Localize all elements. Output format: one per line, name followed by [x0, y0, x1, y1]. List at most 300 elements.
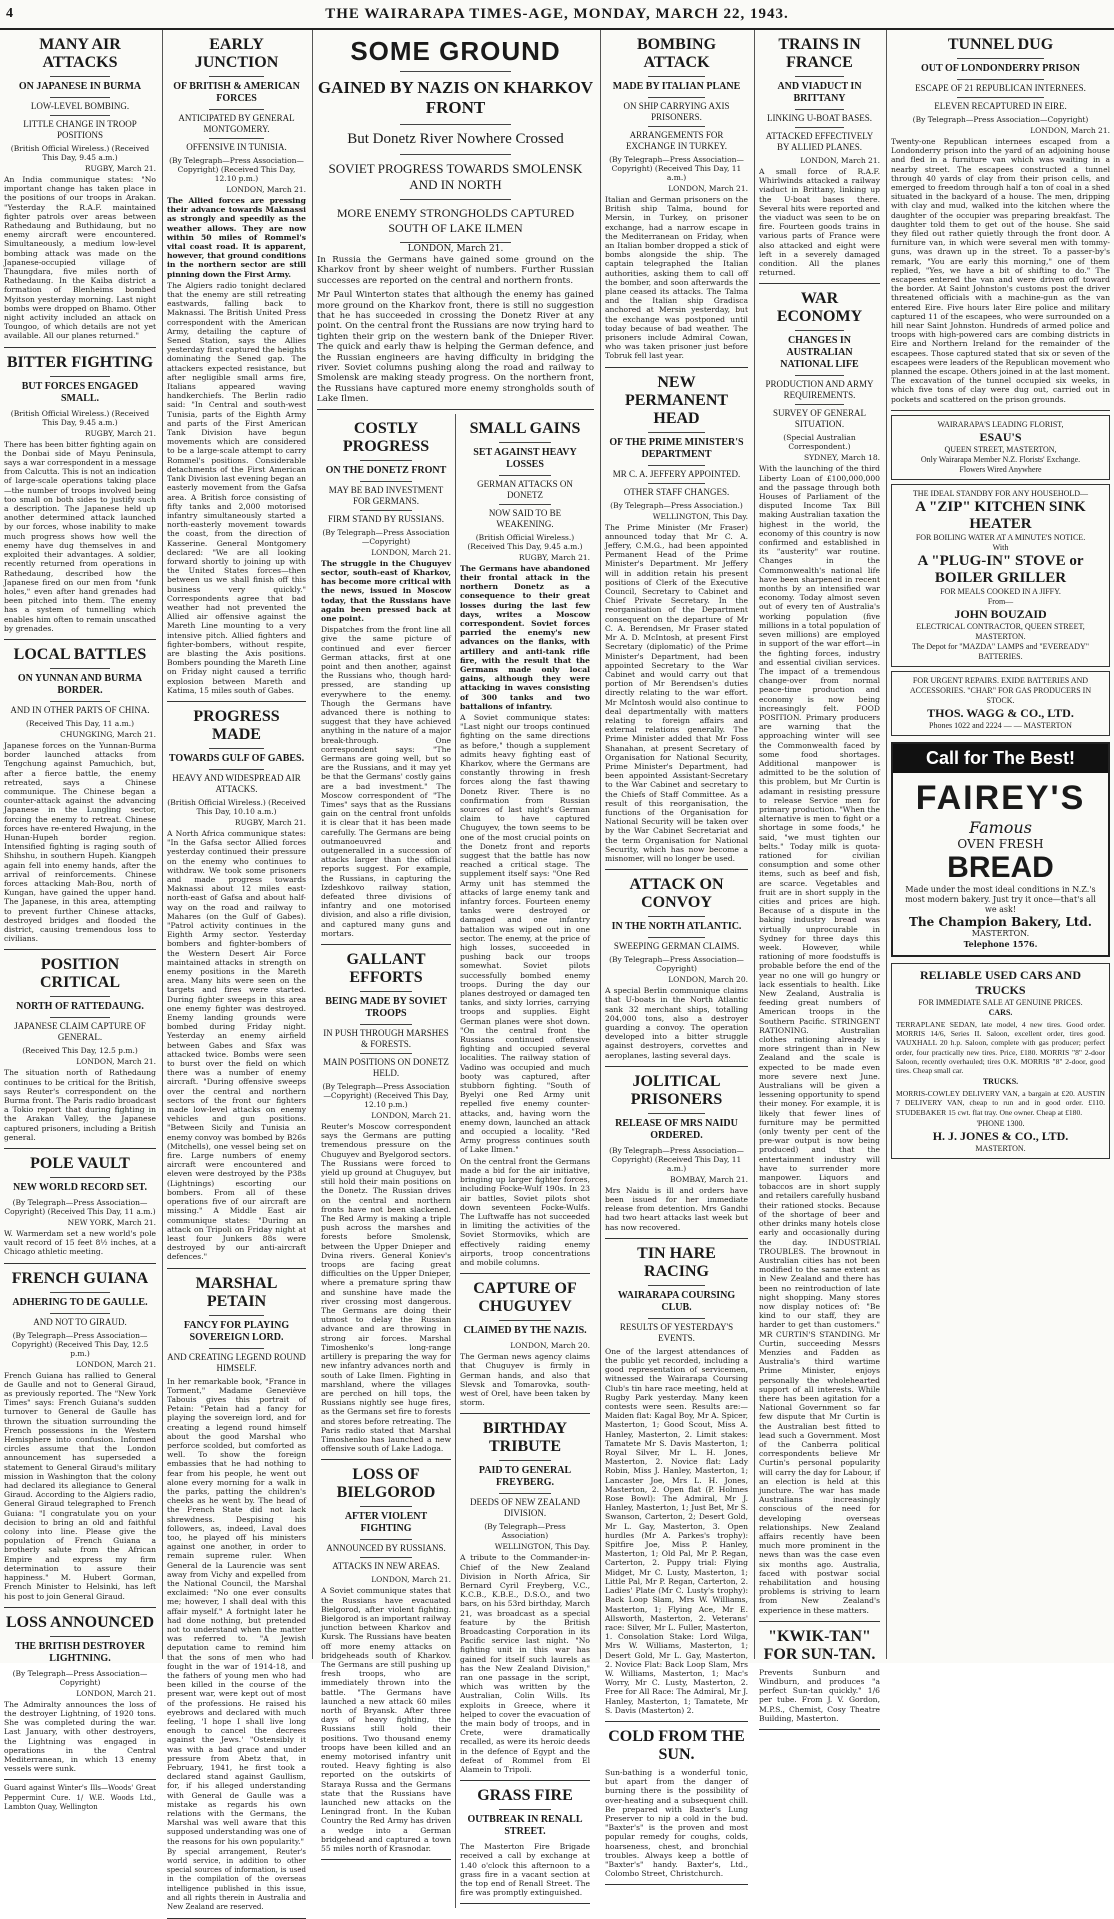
article-dateline: BOMBAY, March 21.	[670, 1174, 748, 1184]
article-lead: The Germans have abandoned their frontal attack in the northern Donetz as a consequence to their great losses during the last few days, writes a Moscow correspondent. Soviet forces parried the enemy's new advances on the flanks, with artillery and anti-tank rifle fire, with the result that the Germans made only local gains, although they were attacking in waves consisting of 300 tanks and two battalions of infantry.	[460, 563, 590, 711]
rule	[50, 97, 111, 98]
zip-address: ELECTRICAL CONTRACTOR, QUEEN STREET, MASTERTON.	[916, 621, 1085, 641]
article-headline: PROGRESS MADE	[193, 707, 280, 743]
rule	[50, 668, 111, 669]
article-subheadline-3: SURVEY OF GENERAL SITUATION.	[773, 408, 866, 430]
article-body: Prevents Sunburn and Windburn, and produces "a perfect Sun-tan quickly." 1/6 per tube. From J. V. Gordon, M.P.S., Chemist, Cosy Theatre Building, Masterton.	[759, 1667, 880, 1723]
rule	[209, 769, 265, 770]
rule	[957, 58, 1045, 59]
rule	[360, 1024, 412, 1025]
article-dateline: RUGBY, March 21.	[234, 817, 306, 827]
lead-subheadline: But Donetz River Nowhere Crossed	[347, 131, 564, 147]
article-dateline: LONDON, March 21.	[1030, 126, 1110, 135]
col4-article	[605, 1245, 748, 1722]
article-body: Twenty-one Republican internees escaped from a Londonderry prison into the yard of an adjoining house and fled in a furniture van which was waiting in a nearby street. The escapees constructed a tunnel through 40 yards of clay from their prison cells, and emerged to freedom through half a ton of coal in a shed situated in the backyard of a house. The men, dripping with clay and mud, walked into the kitchen where the daughter of the occupier was preparing breakfast. The daughter told them to get out of the house. She said they filed out rather quietly through the front door. A furniture van, in which were several men with tommy-guns, was drawn up in the street. To a passer-by's remark, "You are early this morning," one of them replied, "Yes, we have a bit of shifting to do." The escapees entered the van and were driven off toward the border. At Saint Johnston's customs post the driver threatened officials with a machine-gun as the van entered Eire. Five hours later Eire police and military captured 11 of the escapees, who were surrounded on a hill near Saint Johnston. Hundreds of armed police and troops with high-powered cars are combing districts in Eire and Northern Ireland for the remainder of the escapees. Those captured stated that six or seven of the escapees were leaders of the Republican movement who planned the escape. Others joined in at the last moment. The excavation of the tunnel occupied six weeks, in which five tons of clay were dug out, carried out in pockets and scattered on the prison grounds.	[891, 137, 1110, 404]
used-cars-ad	[891, 963, 1110, 1159]
article-dateline: LONDON, March 21.	[76, 1688, 156, 1698]
fairey-famous: Famous	[969, 817, 1032, 837]
article-credit: (By Telegraph—Press Association—Copyright) (Received This Day, 11 a.m.)	[609, 155, 744, 182]
article-dateline: LONDON, March 21.	[371, 1111, 451, 1121]
article-body-2: On the central front the Germans made a bid for the air initiative, bringing up larger fighter forces, including Focke-Wulf 190s. In 23 air battles, Soviet pilots shot down seventeen Focke-Wulfs. The Luftwaffe has not succeeded in limiting the activities of the Soviet Stormoviks, which are effectively raiding enemy airports, troop concentrations and mobile columns.	[460, 1156, 590, 1267]
article-dateline: LONDON, March 21.	[371, 547, 451, 557]
article-body: The Admiralty announces the loss of the destroyer Lightning, of 1920 tons. She was completed during the war. Last January, with other destroyers, the Lightning was engaged in operations in the Central Mediterranean, in which 13 enemy vessels were sunk.	[4, 1699, 156, 1774]
rule	[648, 1285, 705, 1286]
col1-article	[4, 354, 156, 640]
fairey-bread: BREAD	[947, 850, 1054, 884]
article-subheadline: AFTER VIOLENT FIGHTING	[344, 1511, 428, 1535]
col3a-article	[321, 951, 451, 1460]
col1-article	[4, 1614, 156, 1781]
article-body: Mrs Naidu is ill and orders have been issued for her immediate release from detention. Mrs Gandhi had two heart attacks last week but has now recovered.	[605, 1185, 748, 1232]
article-dateline: NEW YORK, March 21.	[67, 1218, 156, 1228]
rule	[360, 1506, 412, 1507]
lead-body-1: In Russia the Germans have gained some ground on the Kharkov front by sheer weight of numbers. Further Russian successes are reported on the central and northern fronts.	[317, 255, 594, 286]
article-body: A Soviet communique states that the Russians have evacuated Bielgorod, after violent fighting. Bielgorod is an important railway junction between Kharkov and Kursk. The Russians have beaten off more enemy attacks on bridgeheads south of Kharkov. The Germans are still pushing up fresh troops, who are immediately thrown into the battle. "The Germans have launched a new attack 60 miles north of Bryansk. After three days of heavy fighting, the Russians still hold their positions. Two thousand enemy troops have been killed and an enemy motorised infantry unit routed. Heavy fighting is also reported on the outskirts of Staraya Russa and the Germans state that the Russians have launched new attacks on the Leningrad front. In the Kuban Country the Red Army has driven a wedge into a German bridgehead and captured a town 55 miles north of Krasnodar.	[321, 1586, 451, 1854]
rule	[209, 1315, 265, 1316]
article-body: W. Warmerdam set a new world's pole vault record of 15 feet 8½ inches, at a Chicago athletic meeting.	[4, 1229, 156, 1257]
rule	[957, 97, 1045, 98]
article-credit: (British Official Wireless.) (Received This Day, 9.45 a.m.)	[467, 532, 583, 551]
article-subheadline: PAID TO GENERAL FREYBERG.	[478, 1465, 572, 1489]
col4-article	[605, 876, 748, 1067]
article-headline: MARSHAL PETAIN	[195, 1274, 278, 1310]
article-body: A tribute to the Commander-in-Chief of the New Zealand Division in North Africa, Sir Bernard Cyril Freyberg, V.C., K.C.B., K.B.E., D.S.O., and two bars, on his 53rd birthday, March 21, was broadcast as a special feature by the British Broadcasting Corporation in its Pacific service last night. "No fighting unit in this war has gained for itself such laurels as has the New Zealand Division," ran one passage in the script, which was written by the Australian, Colin Wills. Its exploits in Greece, where it helped to cover the evacuation of the main body of troops, and in Crete, were dramatically recalled, as were its heroic deeds in the defence of Egypt and the defeat of Rommel from El Alamein to Tripoli.	[460, 1553, 590, 1775]
article-subheadline: TOWARDS GULF OF GABES.	[168, 752, 305, 764]
florist-address: QUEEN STREET, MASTERTON,	[944, 444, 1057, 454]
column-4	[600, 30, 752, 1879]
article-headline: NEW PERMANENT HEAD	[624, 373, 729, 427]
lead-story-area	[312, 30, 598, 1898]
article-headline: LOSS OF BIELGOROD	[336, 1466, 436, 1502]
article-headline: TRAINS IN FRANCE	[778, 36, 861, 71]
florist-line-1: WAIRARAPA'S LEADING FLORIST,	[937, 419, 1064, 429]
zip-line-4: With	[992, 542, 1009, 552]
fairey-town: MASTERTON.	[971, 928, 1030, 938]
column-6	[886, 30, 1114, 1659]
article-dateline: LONDON, March 21.	[371, 1575, 451, 1585]
article-dateline: LONDON, March 20.	[668, 975, 748, 985]
lead-story	[317, 36, 594, 410]
cars-firm: H. J. JONES & CO., LTD.	[932, 1128, 1069, 1143]
article-headline: CAPTURE OF CHUGUYEV	[473, 1280, 577, 1316]
article-subheadline-2: MR C. A. JEFFERY APPOINTED.	[612, 468, 741, 479]
rule	[50, 1313, 111, 1314]
article-subheadline-2: GERMAN ATTACKS ON DONETZ	[477, 478, 573, 500]
col5-article	[759, 36, 880, 284]
article-body: Sun-bathing is a wonderful tonic, but apart from the danger of burning there is the possibility of over-heating and a subsequent chill. Be prepared with Baxter's Lung Preserver to nip a cold in the bud. "Baxter's" is the proven and most popular remedy for coughs, colds, hoarseness, chest, and bronchial troubles. Always keep a bottle of "Baxter's" handy. Baxter's, Ltd., Colombo Street, Christchurch.	[605, 1767, 748, 1879]
article-headline: COLD FROM THE SUN.	[608, 1727, 745, 1763]
article-subheadline-2: SWEEPING GERMAN CLAIMS.	[613, 941, 740, 952]
article-headline: WAR ECONOMY	[776, 290, 863, 326]
article-body: Dispatches from the front line all give the same picture of continued and ever fiercer German attacks, first at one point and then another, against the Russians who, though hard-pressed, are standing up everywhere to the enemy. Though the Germans have advanced there is nothing to suggest that they have achieved anything in the nature of a major break-through. One correspondent says: "The Germans are going well, but so are the Russians, and it may yet be that the Germans' costly gains are a bad investment." The Moscow correspondent of "The Times" says that as the Russians gain on the central front unfolds it is clear that it has been made carefully. The Germans are being outmanoeuvred and outgeneralled in a succession of attacks larger than the official reports suggest. For example, the Russians, in capturing the Izdeshkovo railway station, defeated three divisions of infantry and one motorised division, and also a rifle division, and captured many guns and mortars.	[321, 625, 451, 938]
col3b-article	[460, 1280, 590, 1414]
article-credit: (By Telegraph—Press Association—Copyright)	[609, 955, 744, 974]
article-credit: (By Telegraph—Press Association)	[484, 1522, 566, 1541]
rule	[50, 376, 111, 377]
article-body: French Guiana has rallied to General de Gaulle and not to General Giraud, as previously reported. The "New York Times" says: French Guiana's sudden turnover to General de Gaulle has thrown the situation surrounding the French possessions in the Western Hemisphere into confusion. Informed circles assume that the London announcement has superseded a statement to General Giraud's military mission in Washington that the colony had declared its allegiance to General Giraud. According to the Algiers radio, General Giraud telegraphed to French Guiana: "I congratulate you on your decision to bring an old and faithful colony into line. Please give the population of French Guiana a brotherly salute from the African Empire and express my firm determination to assure their happiness." M. Hubert Gorman, French Minister to Helsinki, has left his post to join General Giraud.	[4, 1370, 156, 1601]
article-subheadline: ON THE DONETZ FRONT	[325, 464, 447, 476]
article-dateline: CHUNGKING, March 21.	[60, 729, 156, 739]
article-subheadline-2: HEAVY AND WIDESPREAD AIR ATTACKS.	[172, 772, 301, 794]
page-number: 4	[6, 6, 13, 21]
article-credit: (By Telegraph—Press Association—Copyright)	[912, 115, 1089, 124]
article-body: A small force of R.A.F. Whirlwinds attacked a railway viaduct in Brittany, linking up the U-boat bases there. Several hits were reported and the viaduct was seen to be on fire. Fourteen goods trains in various parts of France were also attacked and eight were left in a severely damaged condition. All the planes returned.	[759, 167, 880, 278]
article-subheadline: FANCY FOR PLAYING SOVEREIGN LORD.	[183, 1319, 290, 1343]
article-headline: BITTER FIGHTING	[6, 353, 154, 371]
article-dateline: RUGBY, March 21.	[84, 428, 156, 438]
lead-body-2: Mr Paul Winterton states that although the enemy has gained more ground on the Kharkov front, there is still no suggestion that he has succeeded in crossing the Donetz River at any point. On the central front the Russians are now trying hard to tighten their grip on the western bank of the Dnieper River. The quick and early thaw is helping the German defence, and the Russian engineers are having difficulty in bridging the river. Soviet columns pushing along the road and railway to Smolensk are making steady progress. On the northern front, the Russians have captured more enemy strongholds south of Lake Ilmen.	[317, 290, 594, 405]
col5-article	[759, 1628, 880, 1730]
rule	[648, 916, 705, 917]
article-lead: The struggle in the Chuguyev sector, south-east of Kharkov, has become more critical with the news, issued in Moscow today, that the Russians have again been pressed back at one point.	[321, 558, 451, 623]
article-dateline: RUGBY, March 21.	[84, 164, 156, 173]
cars-phone: 'PHONE 1300.	[976, 1118, 1025, 1128]
rule	[50, 701, 111, 702]
article-subheadline: OUT OF LONDONDERRY PRISON	[920, 63, 1080, 74]
rule	[648, 97, 705, 98]
rule	[360, 991, 412, 992]
article-headline: SMALL GAINS	[469, 419, 581, 437]
article-dateline: RUGBY, March 21.	[518, 552, 590, 562]
article-credit: (Received This Day, 11 a.m.)	[25, 718, 135, 728]
article-subheadline-2: LINKING U-BOAT BASES.	[766, 113, 873, 123]
col3a-article	[321, 1466, 451, 1860]
article-subheadline: MADE BY ITALIAN PLANE	[612, 81, 741, 92]
article-headline: MANY AIR ATTACKS	[39, 36, 121, 71]
rule	[499, 1809, 551, 1810]
article-subheadline: ON JAPANESE IN BURMA	[18, 81, 142, 92]
article-subheadline-3: OTHER STAFF CHANGES.	[623, 486, 730, 497]
article-subheadline-2: ANTICIPATED BY GENERAL MONTGOMERY.	[178, 113, 295, 134]
rule	[50, 996, 111, 997]
column-3b	[455, 414, 594, 1909]
article-credit: (British Official Wireless.) (Received This Day, 9.45 a.m.)	[10, 408, 150, 427]
article-dateline: WELLINGTON, This Day.	[652, 511, 748, 521]
trucks-heading: TRUCKS.	[982, 1077, 1019, 1087]
masthead	[0, 0, 1114, 30]
rule	[795, 127, 843, 128]
article-headline: TIN HARE RACING	[637, 1244, 716, 1280]
rule	[499, 504, 551, 505]
rule	[50, 76, 111, 77]
article-subheadline: RELEASE OF MRS NAIDU ORDERED.	[615, 1117, 738, 1141]
col4-article	[605, 36, 748, 368]
florist-wired: Flowers Wired Anywhere	[959, 464, 1042, 474]
zip-line-7: From—	[987, 596, 1014, 606]
column-1	[0, 30, 160, 1811]
article-subheadline-2: JAPANESE CLAIM CAPTURE OF GENERAL.	[14, 1021, 146, 1043]
article-dateline: WELLINGTON, This Day.	[494, 1542, 590, 1552]
fairey-brand: FAIREY'S	[915, 778, 1086, 817]
article-subheadline: IN THE NORTH ATLANTIC.	[611, 921, 742, 933]
article-dateline: LONDON, March 21.	[76, 1359, 156, 1369]
col6-article	[891, 36, 1110, 411]
cars-town: MASTERTON.	[975, 1143, 1026, 1153]
zip-product: A "ZIP" KITCHEN SINK HEATER	[915, 498, 1086, 532]
article-subheadline: THE BRITISH DESTROYER LIGHTNING.	[14, 1640, 146, 1664]
rule	[795, 375, 843, 376]
article-credit: (By Telegraph—Press Association—Copyright)	[322, 527, 450, 546]
article-subheadline: AND VIADUCT IN BRITTANY	[777, 81, 862, 104]
article-credit: (British Official Wireless.) (Received This Day, 10.10 a.m.)	[167, 797, 306, 816]
rule	[648, 465, 705, 466]
article-body: An India communique states: "No important change has taken place in the positions of our troops in Arakan. "Yesterday the R.A.F. maintained fighter patrols over areas between Rathedaung and Buthidaung, but no enemy aircraft were encountered. Simultaneously, a medium low-level bombing attack was made on the Japanese-occupied village of Thaungdara, five miles north of Rathedaung. In the Kaiba district a formation of Blenheims bombed Myitson yesterday morning. Last night bombs were dropped on Bhamo. Other night activity included an attack on Toungoo, of which details are not yet available. All our planes returned."	[4, 175, 156, 341]
col2-article	[167, 708, 306, 1269]
article-dateline: LONDON, March 21.	[668, 184, 748, 193]
article-subheadline-2: AND CREATING LEGEND ROUND HIMSELF.	[167, 1351, 306, 1373]
article-headline: GALLANT EFFORTS	[346, 951, 426, 987]
rule	[499, 1320, 551, 1321]
article-dateline: LONDON, March 21.	[800, 156, 880, 165]
article-subheadline: SET AGAINST HEAVY LOSSES	[473, 446, 577, 470]
article-headline: LOSS ANNOUNCED	[5, 1613, 155, 1631]
col1-article	[4, 1270, 156, 1608]
article-headline: FRENCH GUIANA	[11, 1269, 149, 1287]
article-credit: (By Telegraph—Press Association—Copyright) (Received This Day, 11 a.m.)	[4, 1198, 156, 1217]
rule	[499, 1493, 551, 1494]
florist-ad	[891, 415, 1110, 480]
article-subheadline-3: OFFENSIVE IN TUNISIA.	[186, 142, 287, 152]
article-headline: EARLY JUNCTION	[194, 36, 279, 71]
zip-line-6: FOR MEALS COOKED IN A JIFFY.	[940, 586, 1061, 596]
article-credit: (By Telegraph—Press Association—Copyright) (Received This Day, 12.10 p.m.)	[169, 156, 304, 183]
lead-subheadline-2: SOVIET PROGRESS TOWARDS SMOLENSK AND IN NORTH	[328, 161, 583, 192]
zip-vendor: JOHN BOUZAID	[954, 606, 1047, 621]
rule	[499, 475, 551, 476]
rule	[209, 748, 265, 749]
rule	[209, 109, 265, 110]
zip-line-1: THE IDEAL STANDBY FOR ANY HOUSEHOLD—	[912, 488, 1089, 498]
article-subheadline: WAIRARAPA COURSING CLUB.	[617, 1289, 736, 1313]
article-subheadline-3: MAIN POSITIONS ON DONETZ HELD.	[323, 1057, 449, 1079]
col1-article	[4, 956, 156, 1149]
article-body: The Masterton Fire Brigade received a call by exchange at 1.40 o'clock this afternoon to a grass fire in a vacant section at the top end of Renall Street. The fire was promptly extinguished.	[460, 1842, 590, 1898]
article-credit: (By Telegraph—Press Association—Copyright)	[12, 1668, 148, 1687]
col3b-article	[460, 1787, 590, 1904]
article-body: In her remarkable book, "France in Torment," Madame Geneviève Tabouis gives this portrait of Petain: "Petain had a fancy for playing the sovereign lord, and for creating a legend round himself about the good Marshal who perforce scolded, but comforted as well. To show the foreign embassies that he had nothing to fear from his people, he went out alone every morning for a walk in the parks, patting the children's cheeks as he went by. The head of the French State did not lack shrewdness. Despising his followers, as, indeed, Laval does too, he played off his ministers against one another, in order to remain supreme ruler. When General de la Laurencie was sent away from Vichy and expelled from the National Council, the Marshal exclaimed: "No one ever consults me; however, I shall deal with this affair myself." A fortnight later he had done nothing, but pretended not to understand when the matter was referred to. "A Jewish deputation came to remind him that the sons of men who had fought in the war of 1914-18, and the fathers of young men who had been killed in the course of the present war, were kept out of most of the professions. He raised his eyebrows and declared with much feeling, 'I hope I shall live long enough to cancel the decrees against the Jews.' "Ostensibly it was with a bad grace and under pressure from Abetz that, in February, 1941, he first took a declared stand against Gaullism, for, if his alleged understanding with General de Gaulle was a mistake as regards his own relations with the Germans, the Marshal was well aware that this supposed understanding was one of the reasons for his own popularity."	[167, 1376, 306, 1846]
cars-list: TERRAPLANE SEDAN, late model, 4 new tires. Good order. MORRIS 14/6, Series II. Saloon, excellent order, tires good. VAUXHALL 20 h.p. Saloon, complete with gas producer; perfect order, four practically new tires. Price, £180. MORRIS "8" 2-door Saloon, recently overhauled; tires O.K. MORRIS "8" 2-door, good tires. Cheap small car.	[896, 1019, 1105, 1075]
rule	[50, 1636, 111, 1637]
article-headline: BOMBING ATTACK	[636, 36, 717, 71]
fairey-phone: Telephone 1576.	[963, 938, 1038, 949]
article-credit: (By Telegraph—Press Association—Copyright) (Received This Day, 12.10 p.m.)	[322, 1082, 450, 1110]
col4-article	[605, 1728, 748, 1885]
rule	[648, 432, 705, 433]
col2-article	[167, 1275, 306, 1919]
article-headline: TUNNEL DUG	[947, 36, 1054, 53]
trucks-list: MORRIS-COWLEY DELIVERY VAN, a bargain at £20. AUSTIN 7 DELIVERY VAN, cheap to run and in good order. £110. STUDEBAKER 15 cwt. flat tray. One owner. Cheap at £180.	[896, 1089, 1105, 1117]
rule	[795, 109, 843, 110]
newspaper-title: THE WAIRARAPA TIMES-AGE, MONDAY, MARCH 22, 1943.	[325, 5, 789, 22]
rule	[957, 79, 1045, 80]
article-credit: (British Official Wireless.) (Received This Day, 9.45 a.m.)	[10, 144, 150, 162]
wagg-ad	[891, 671, 1110, 736]
article-body: A special Berlin communique claims that U-boats in the North Atlantic sank 32 merchant ships, totalling 204,000 tons, also a destroyer guarding a convoy. The operation developed into a bitter struggle against destroyers, corvettes and aeroplanes, lasting several days.	[605, 986, 748, 1060]
article-subheadline-2: AND NOT TO GIRAUD.	[33, 1316, 127, 1327]
florist-name: ESAU'S	[979, 429, 1022, 444]
rule	[795, 404, 843, 405]
article-headline: "KWIK-TAN" FOR SUN-TAN.	[763, 1627, 876, 1663]
cars-title: RELIABLE USED CARS AND TRUCKS	[919, 967, 1082, 997]
rule	[648, 483, 705, 484]
column-5	[754, 30, 884, 1723]
rule	[648, 126, 705, 127]
wagg-phones: Phones 1022 and 2224 — — MASTERTON	[929, 720, 1072, 730]
lead-subcolumns	[317, 414, 594, 1909]
col1-article	[4, 646, 156, 950]
article-subheadline-2: RESULTS OF YESTERDAY'S EVENTS.	[619, 1321, 734, 1343]
col1-article	[4, 1155, 156, 1264]
article-dateline: LONDON, March 21.	[76, 1057, 156, 1067]
column-2	[162, 30, 310, 1912]
article-credit: (By Telegraph—Press Association—Copyright) (Received This Day, 11 a.m.)	[609, 1145, 744, 1173]
article-body: The Prime Minister (Mr Fraser) announced today that Mr C. A. Jeffery, C.M.G., had been appointed Permanent Head of the Prime Minister's Department. Mr Jeffery will in addition retain his present positions of Clerk of the Executive Council, Secretary to Cabinet and Chief Private Secretary. In the reorganisation of the Department consequent on the departure of Mr C. A. Berendsen, Mr Fraser stated Mr A. D. McIntosh, at present First Secretary (diplomatic) of the Prime Minister's Department, had been appointed Secretary to the War Cabinet and would carry out that portion of Mr Berendsen's duties directly relating to the war effort. Mr McIntosh would also continue to deal departmentally with matters relating to foreign affairs and external relations generally. The Prime Minister added that Mr Foss Shanahan, at present Secretary of Organisation for National Security, Prime Minister's Department, had been appointed Assistant-Secretary to the War Cabinet and secretary to the Chiefs of Staff Committee. As a result of this reorganisation, the functions of the Organisation for National Security will be taken over by the War Cabinet Secretariat and the term Organisation for National Security, which has now become a misnomer, will no longer be used.	[605, 522, 748, 863]
article-dateline: SYDNEY, March 18.	[804, 453, 880, 463]
wagg-firm: THOS. WAGG & CO., LTD.	[927, 705, 1074, 720]
article-subheadline-2: ANNOUNCED BY RUSSIANS.	[326, 1543, 446, 1554]
article-headline: GRASS FIRE	[477, 1787, 573, 1805]
lead-banner: SOME GROUND	[350, 36, 561, 66]
article-headline: BIRTHDAY TRIBUTE	[482, 1420, 568, 1456]
article-subheadline-2: ON SHIP CARRYING AXIS PRISONERS.	[623, 101, 730, 122]
article-headline: JOLITICAL PRISONERS	[630, 1072, 723, 1108]
article-credit: (By Telegraph—Press Association.)	[610, 500, 743, 510]
col3b-article	[460, 1420, 590, 1781]
article-subheadline-2: MAY BE BAD INVESTMENT FOR GERMANS.	[328, 484, 444, 506]
article-body: A Soviet communique states: "Last night our troops continued fighting on the same directions as before," though a supplement admits heavy fighting east of Kharkov, where the Germans are constantly throwing in fresh forces along the fast thawing Donetz River. There is no confirmation from Russian sources of last night's German claim to have captured Chuguyev, the town seems to be one of the most crucial points on the Donetz front and reports suggest that the battle has now reached a critical stage. The supplement itself says: "One Red Army unit has stemmed the attacks of large enemy tank and infantry forces. Fourteen enemy tanks were destroyed or damaged and one infantry battalion was wiped out in one sector. The enemy, at the price of high losses, succeeded in pushing back our troops somewhat. Soviet pilots successfully bombed enemy troops. During the day our planes destroyed or damaged ten tanks, and sixty lorries, carrying troops and supplies. Eight German planes were shot down. "On the central front the Russians continued offensive fighting and occupied several localities. The railway station of Vadino was occupied and much booty was captured, after stubborn fighting. "South of Byelyi one Red Army unit repelled five enemy counter-attacks, and, having worn the enemy down, launched an attack and occupied a locality. "Red Army progress continues south of Lake Ilmen."	[460, 712, 590, 1155]
article-subheadline: BEING MADE BY SOVIET TROOPS	[325, 996, 447, 1020]
article-subheadline-3: ELEVEN RECAPTURED IN EIRE.	[934, 101, 1067, 111]
article-body: Italian and German prisoners on the British ship Talma, bound for Mersin, in Turkey, on prisoner exchange, had a narrow escape in the Mediterranean on Friday, when an Italian bomber dropped a stick of bombs alongside the ship. The captain telegraphed the Italian authorities, asking them to call off the bomber, and soon afterwards the plane ceased its attacks. The Talma and the Italian ship Gradisca anchored at Mersin yesterday, but the exchange was postponed until today because of bad weather. The prisoners include Admiral Cowan, who was taken prisoner just before Tobruk fell last year.	[605, 195, 748, 361]
article-headline: POSITION CRITICAL	[39, 956, 120, 992]
rule	[209, 76, 265, 77]
article-body: With the launching of the third Liberty Loan of £100,000,000 and the passage through both Houses of Parliament of the disputed Income Tax Bill making Australian taxation the highest in the world, the economy of this country is now confirmed and established in its "austerity" war routine. Changes in the Commonwealth's national life have been sharpened in recent months by an intensified war economy. Today almost seven out of every ten of Australia's working population (five millions in a total population of seven millions) are employed in support of the war effort—in the fighting forces, industry and essential civilian services. The impact of a tremendous change-over from normal peace-time production and economy is now being increasingly felt. FOOD POSITION. Primary producers are warning that the approaching winter will see the Commonwealth faced by some food shortages. Additional manpower is admitted to be the solution of this problem, but Mr Curtin is adamant in resisting pressure to release Service men for primary production. "When the alternative is men to fight or a shortage in some foods," he said, "we must tighten our belts." Today milk is quota-rationed for civilian consumption and some other items, such as beef and fish, are scarce. Vegetables and fruit are in short supply in the cities and prices are high. Because of a dispute in the baking industry bread was virtually unprocurable in Sydney for three days this week. However, while rationing of more foodstuffs is probable before the end of the year no one will go hungry or lack essentials to health. Like New Zealand, Australia is feeding great numbers of American troops in the Southern Pacific. STRINGENT RATIONING. Australian clothes rationing already is more stringent than in New Zealand and the scale is expected to be made even more severe next June. Australians will be given a lessening opportunity to spend their money. For example, it is likely that fewer lines of furniture may be permitted (only twenty per cent of the pre-war output is now being produced) and that the entertainment industry will have to surrender more manpower. Liquors and tobaccos are in short supply and retailers carefully husband their rationed stocks. Because of the shortage of beer and other drinks many hotels close early and occasionally during the day. INDUSTRIAL TROUBLES. The brownout in Australian cities has not been modified to the same extent as in New Zealand and there has been no reintroduction of late night shopping. Many stores now display notices of: "Be kind to our staff, they are harder to get than customers." MR CURTIN'S STANDING. Mr Curtin, succeeding Messrs Menzies and Fadden as Australia's third wartime Prime Minister, enjoys personally the wholehearted support of all interests. While there has been agitation for a National Government so far few dispute that Mr Curtin is the Australian best fitted to lead such a Government. Most of the Canberra political correspondents believe Mr Curtin's personal popularity will carry the day for Labour, if an election is held at this juncture. The war has made Australians increasingly conscious of the need for developing overseas relationships. New Zealand affairs recently have been much more prominent in the news than was the case even six months ago. Australia, faced with postwar social rehabilitation and housing problems is striving to learn from New Zealand's experience in these matters.	[759, 464, 880, 1615]
rule	[648, 937, 705, 938]
col4-article	[605, 374, 748, 871]
article-subheadline: NORTH OF RATTEDAUNG.	[16, 1001, 144, 1013]
article-body: Japanese forces on the Yunnan-Burma border launched attacks from Tengchung against Pamuchich, but, after a fierce battle, the enemy retreated, says a Chinese communique. The Chinese began a counter-attack against the advancing Japanese in the Lungling sector, forcing the enemy to retreat. Chinese forces have re-entered Hwajung, in the Hunan-Hupeh border region. Intensified fighting is raging south of Shihshu, in southern Hupeh. Kiangpeh again fell into enemy hands, after the arrival of reinforcements. Chinese forces attacking Mah-Bou, north of Kungan, have gained the upper hand. The Japanese, in this area, attempting to prevent further Chinese attacks, destroyed bridges and flooded the district, causing tremendous loss to civilians.	[4, 740, 156, 944]
article-subheadline-3: NOW SAID TO BE WEAKENING.	[488, 507, 562, 529]
rule	[50, 1177, 111, 1178]
col4-article	[605, 1073, 748, 1239]
rule	[209, 1348, 265, 1349]
wagg-line-1: FOR URGENT REPAIRS. EXIDE BATTERIES AND ACCESSORIES. "CHAR" FOR GAS PRODUCERS IN STOCK.	[909, 675, 1092, 705]
article-subheadline-3: FIRM STAND BY RUSSIANS.	[328, 513, 444, 524]
article-subheadline-2: AND IN OTHER PARTS OF CHINA.	[10, 704, 150, 715]
rule	[648, 1318, 705, 1319]
article-body: The German news agency claims that Chuguyev is firmly in German hands, and also that Slevsk and Tomarovka, south-west of Orel, have been taken by storm.	[460, 1352, 590, 1408]
rule	[50, 1017, 111, 1018]
zip-stove: A "PLUG-IN" STOVE or BOILER GRILLER	[917, 552, 1084, 586]
fairey-call: Call for The Best!	[893, 744, 1108, 773]
fairey-desc: Made under the most ideal conditions in N.Z.'s most modern bakery. Just try it once—that's all we ask!	[905, 884, 1096, 914]
rule	[209, 138, 265, 139]
article-subheadline: CLAIMED BY THE NAZIS.	[463, 1325, 587, 1337]
rule	[795, 76, 843, 77]
lead-subheadline-3: MORE ENEMY STRONGHOLDS CAPTURED SOUTH OF LAKE ILMEN	[336, 206, 575, 235]
column-3a	[317, 414, 455, 1909]
article-body: One of the largest attendances of the public yet recorded, including a good representation of servicemen, witnessed the Wairarapa Coursing Club's tin hare race meeting, held at Rugby Park yesterday. Many keen contests were seen. Results are:— Maiden flat: Kagal Boy, Mr A. Spicer, Masterton, 1; Good Scout, Miss A. Hanley, Masterton, 2. Limit stakes: Tamatete Mr S. Davis Masterton, 1; Royal Silver, Mr L. H. Jones, Masterton, 2. Novice flat: Lady Robin, Miss J. Hanley, Masterton, 1; Lancaster Joe, Mrs L. H. Jones, Masterton, 2. Open flat (P. Holmes Rose Bowl): The Admiral, Mr J. Hanley, Masterton, 1; Just Bet, Mr S. Swanson, Carterton, 2; Desert Gold, Mr L. Gay, Masterton, 3. Open hurdles (Mr A. Parkes's trophy): Spitfire Joe, Miss P. Hanley, Masterton, 1; Old Pal, Mr P. Regan, Carterton, 2. Puppy trial: Flying Midget, Mr C. Lusty, Masterton, 1; Little Pal, Mr P. Regan, Carterton, 2. Ladies' Plate (Mr C. Lusty's trophy): Back Loop Slam, Mrs W. Williams, Masterton, 1; Flying Ace, Mr E. Allsworth, Masterton, 2. Veterans' race: Silver, Mr L. Fuller, Masterton, 1. Consolation Stake: Lord Wilga, Mrs W. Williams, Masterton, 1; Desert Gold, Mr L. Gay, Masterton, 2. Novice Flat: Back Loop Slam, Mrs W. Williams, Masterton, 1; Mac's Worry, Mr C. Lusty, Masterton, 2. Free for All Race: The Admiral, Mr J. Hanley, Masterton, 1; Tamatete, Mr S. Davis (Masterton) 2.	[605, 1346, 748, 1715]
article-headline: ATTACK ON CONVOY	[629, 876, 724, 912]
article-body: The situation north of Rathedaung continues to be critical for the British, says Reuter's correspondent on the Burma front. The Paris radio broadcast a Tokio report that during fighting in the Arakan Valley, the Japanese captured prisoners, including a British general.	[4, 1068, 156, 1142]
rule	[50, 115, 111, 116]
article-credit: (Special Australian Correspondent.)	[783, 433, 856, 452]
rule	[360, 1053, 412, 1054]
zip-depot: The Depot for "MAZDA" LAMPS and "EVEREADY" BATTERIES.	[911, 641, 1090, 661]
article-headline: LOCAL BATTLES	[13, 645, 147, 663]
article-subheadline: OUTBREAK IN RENALL STREET.	[467, 1814, 583, 1838]
article-subheadline: OF THE PRIME MINISTER'S DEPARTMENT	[609, 436, 744, 460]
zip-line-3: FOR BOILING WATER AT A MINUTE'S NOTICE.	[915, 532, 1086, 542]
article-subheadline-3: ATTACKS IN NEW AREAS.	[332, 1561, 440, 1572]
cars-sub: FOR IMMEDIATE SALE AT GENUINE PRICES.	[918, 997, 1083, 1007]
rule	[648, 76, 705, 77]
article-credit: (Received This Day, 12.5 p.m.)	[22, 1046, 138, 1056]
article-lead: The Allied forces are pressing their advance towards Maknassi as strongly and speedily as the weather allows. They are now within 50 miles of Rommel's vital coast road. It is apparent, however, that ground conditions in the northern sector are still pinning down the First Army.	[167, 196, 306, 279]
article-subheadline: ON YUNNAN AND BURMA BORDER.	[17, 672, 143, 696]
col3a-article	[321, 420, 451, 945]
article-subheadline-2: IN PUSH THROUGH MARSHES & FORESTS.	[323, 1028, 449, 1050]
cars-heading: CARS.	[988, 1007, 1013, 1017]
col2-article	[167, 36, 306, 702]
col1-article	[4, 36, 156, 348]
article-headline: COSTLY PROGRESS	[342, 419, 430, 455]
article-subheadline-2: LOW-LEVEL BOMBING.	[30, 101, 130, 111]
lead-headline: GAINED BY NAZIS ON KHARKOV FRONT	[317, 78, 594, 117]
article-body: There has been bitter fighting again on the Donbai side of Mayu Peninsula, says a war correspondent in a message from Calcutta. This is not an indication of large-scale operations taking place—the number of troops involved being too small on both sides to justify such a description. The Japanese held up another determined attack launched by our forces, whose inability to make much progress shows how well the enemy have dug themselves in and exploited their advantages. A soldier, recently returned from operations in Rathedaung, described how the Japanese fired on our men from "funk holes," even after hand grenades had been pitched into them. The enemy has a system of tunnelling which enables him often to remain unscathed by grenades.	[4, 439, 156, 633]
fairey-oven: OVEN FRESH	[957, 836, 1044, 851]
rule	[360, 1539, 412, 1540]
article-credit: (By Telegraph—Press Association—Copyright) (Received This Day, 12.5 p.m.)	[11, 1330, 149, 1358]
col1-footer-ad: Guard against Winter's Ills—Woods' Great Peppermint Cure. 1/ W.E. Woods Ltd., Lambton Quay, Wellington	[4, 1784, 156, 1811]
article-subheadline: OF BRITISH & AMERICAN FORCES	[173, 81, 300, 104]
rule	[648, 1113, 705, 1114]
article-subheadline: ADHERING TO DE GAULLE.	[12, 1296, 148, 1308]
rule	[795, 330, 843, 331]
article-body: Reuter's Moscow correspondent says the Germans are putting tremendous pressure on the Chuguyev and Byelgorod sectors. The Russians were forced to yield up ground at Chuguyev, but still hold their main positions on the Donetz. The Russian drives on the central and northern fronts have not been slackened. The Red Army is making a triple push across the marshes and forests before Smolensk, between the Upper Dnieper and Dvina rivers. General Koniev's troops are facing great difficulties on the Upper Dnieper, where a premature spring thaw and sunshine have made the river crossing most dangerous. The Germans are doing their utmost to delay the Russian advance and are throwing in strong air forces. Marshal Timoshenko's long-range artillery is preparing the way for new infantry advances north and south of Lake Ilmen. Fighting in marshland, where the villages are perched on hill tops, the Russians nightly see huge fires, as the Germans set fire to forests and stores before retreating. The Paris radio stated that Marshal Timoshenko has launched a new offensive south of Lake Ladoga.	[321, 1122, 451, 1454]
article-footer: By special arrangement, Reuter's world service, in addition to other special sources of information, is used in the compilation of the overseas intelligence published in this issue, and all rights therein in Australia and New Zealand are reserved.	[167, 1847, 306, 1912]
rule	[360, 481, 412, 482]
article-subheadline-3: LITTLE CHANGE IN TROOP POSITIONS	[23, 119, 137, 140]
rule	[360, 460, 412, 461]
article-subheadline-2: DEEDS OF NEW ZEALAND DIVISION.	[469, 1497, 581, 1519]
article-subheadline-3: ATTACKED EFFECTIVELY BY ALLIED PLANES.	[765, 131, 874, 152]
rule	[499, 1460, 551, 1461]
article-subheadline-2: PRODUCTION AND ARMY REQUIREMENTS.	[765, 379, 874, 401]
fairey-bakery: The Champion Bakery, Ltd.	[909, 914, 1092, 929]
fairey-bread-ad	[891, 742, 1110, 957]
lead-dateline: LONDON, March 21.	[407, 244, 504, 254]
article-headline: POLE VAULT	[30, 1155, 130, 1173]
article-dateline: LONDON, March 20.	[510, 1341, 590, 1351]
article-subheadline: NEW WORLD RECORD SET.	[13, 1182, 147, 1194]
zip-heater-ad	[891, 484, 1110, 667]
article-subheadline: BUT FORCES ENGAGED SMALL.	[21, 380, 139, 404]
article-subheadline: CHANGES IN AUSTRALIAN NATIONAL LIFE	[780, 335, 859, 371]
article-dateline: LONDON, March 21.	[226, 185, 306, 194]
florist-member: Only Wairarapa Member N.Z. Florists' Exchange.	[920, 454, 1081, 464]
col3b-article	[460, 420, 590, 1274]
article-subheadline-3: ARRANGEMENTS FOR EXCHANGE IN TURKEY.	[626, 130, 727, 151]
col5-article	[759, 290, 880, 1621]
rule	[360, 1557, 412, 1558]
article-body: A North Africa communique states: "In the Gafsa sector Allied forces yesterday continued their pressure on the enemy who continues to withdraw. We took some prisoners and made progress towards Maknassi about 12 miles east-north-east of Gafsa and about half-way on the road and railway to Mahares (on the Gulf of Gabes). "Patrol activity continues in the Eighth Army sector. Yesterday bombers and fighter-bombers of the Western Desert Air Force maintained attacks in strength on enemy positions in the Mareth area. Many hits were seen on the targets and fires were started. During fighter sweeps in this area one enemy fighter was destroyed. Enemy landing grounds were bombed during Friday night. Yesterday an enemy airfield between Gabes and Sfax was attacked twice. Bombs were seen to burst over the field on which there was a number of enemy aircraft. "During offensive sweeps over the central and northern sectors of the front our fighters made low-level attacks on enemy vehicles and gun positions. "Between Sicily and Tunisia an enemy convoy was bombed by B26s (Mitchells), one vessel being set on fire. Large numbers of enemy aircraft were encountered and eleven were destroyed by the P38s (Lightnings) escorting our bombers. From all of these operations five of our aircraft are missing." A Middle East air communique states: "During an attack on Tripoli on Friday night at least four Junkers 88s were destroyed by our anti-aircraft defences."	[167, 828, 306, 1262]
rule	[360, 510, 412, 511]
article-subheadline-2: ESCAPE OF 21 REPUBLICAN INTERNEES.	[915, 83, 1086, 93]
rule	[50, 1292, 111, 1293]
article-body: The Algiers radio tonight declared that the enemy are still retreating eastwards, falling back to Maknassi. The British United Press correspondent with the American Army, detailing the capture of Sened Station, says the Allies yesterday first captured the heights dominating the Sened gap. The attackers expected resistance, but after negligible small arms fire, Italians appeared waving handkerchiefs. The Berlin radio said: "In Central and south-west Tunisia, parts of the Eighth Army and parts of the First American Tank Division have begun movements which are considered to be a large-scale attempt to carry Rommel's positions. Considerable detachments of the First American Tank Division last evening began an easterly movement from the Gafsa area. A British force consisting of fifty tanks and 2,000 motorised infantry simultaneously started a north-easterly movement towards the coast, from the direction of Kasserine. General Montgomery declared: "We are all looking forward shortly to joining up with the United States forces—then between us we shall finish off this business very quickly." Correspondents agree that bad weather had not prevented the Allied air offensive against the Mareth Line mounting to a very intensive pitch. Allied fighters and fighter-bombers, without respite, are blasting the Axis positions. Bombers pounding the Mareth Line on Friday night caused a terrific explosion between Mareth and Katima, 15 miles south of Gabes.	[167, 280, 306, 695]
rule	[499, 442, 551, 443]
